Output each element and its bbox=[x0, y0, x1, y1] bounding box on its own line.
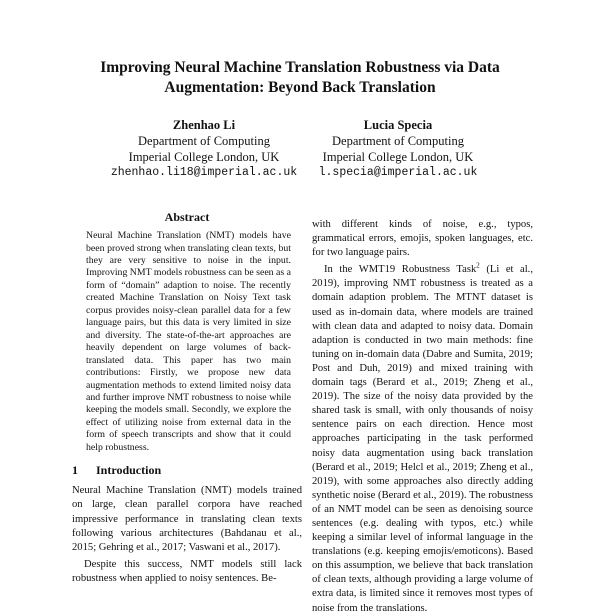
author-name: Zhenhao Li bbox=[172, 118, 236, 132]
left-column bbox=[72, 210, 302, 586]
author-department: Department of Computing bbox=[332, 134, 464, 148]
intro-paragraph-2: Despite this success, NMT models still lack robustness when applied to noisy sentences. Be- bbox=[72, 558, 302, 584]
section-heading-introduction bbox=[72, 463, 302, 477]
author-name: Lucia Specia bbox=[363, 118, 433, 132]
paragraph-start: In the WMT19 Robustness Task bbox=[324, 264, 477, 276]
abstract-text: Neural Machine Translation (NMT) models have been proved strong when translating clean texts, but they are very sensitive to noise in the input. Improving NMT models robustness can be seen as a form of “domain” adaption to noise. The recently created Machine Translation on Noisy Text task corpus provides noisy-clean parallel data for a few language pairs, but this data is very limited in size and diversity. The state-of-the-art approaches are heavily dependent on large volumes of back-translated data. This paper has two main contributions: Firstly, we propose new data augmentation methods to extend limited noisy data and further improve NMT robustness to noise while keeping the models small. Secondly, we explore the effect of utilizing noise from external data in the form of speech transcripts and show that it could help robustness. bbox=[86, 230, 291, 453]
section-number: 1 bbox=[72, 463, 78, 478]
right-paragraph-1 bbox=[312, 263, 533, 615]
paragraph-rest: (Li et al., 2019), improving NMT robustness is treated as a domain adaption problem. The MTNT dataset is used as in-domain data, where models are trained with clean data and adapted to noisy data. Domain adaption is conducted in two main methods: fine tuning on in-domain data (Dabre and Sumita, 2019; Post and Duh, 2019) and mixed training with domain tags (Berard et al., 2019; Zheng et al., 2019). The size of the noisy data provided by the shared task is small, with only thousands of noisy sentence pairs on each direction. Hence most approaches participating in the task performed noisy data augmentation using back translation (Berard et al., 2019; Helcl et al., 2019; Zheng et al., 2019), with some approaches also directly adding synthetic noise (Berard et al., 2019). The robustness of an NMT model can be seen as denoising source sentences (e.g. dealing with typos, etc.) while keeping a similar level of informal language in the translations (e.g. keeping emojis/emoticons). Based on this assumption, we believe that back translation of clean texts, although providing a large volume of extra data, is limited since it removes most types of noise from the translations. bbox=[312, 264, 533, 614]
author-email[interactable]: zhenhao.li18@imperial.ac.uk bbox=[110, 166, 298, 179]
footnote-marker[interactable]: 2 bbox=[476, 261, 480, 270]
section-title: Introduction bbox=[96, 463, 162, 478]
right-paragraph-0: with different kinds of noise, e.g., typos, grammatical errors, emojis, spoken languages, etc. for two language pairs. bbox=[312, 219, 533, 259]
author-affiliation: Imperial College London, UK bbox=[128, 150, 280, 164]
author-department: Department of Computing bbox=[138, 134, 270, 148]
abstract-heading: Abstract bbox=[164, 210, 210, 224]
author-email[interactable]: l.specia@imperial.ac.uk bbox=[318, 166, 478, 179]
author-block-2 bbox=[278, 117, 518, 181]
author-affiliation: Imperial College London, UK bbox=[322, 150, 474, 164]
paper-title: Improving Neural Machine Translation Robustness via Data Augmentation: Beyond Back Translation bbox=[100, 59, 500, 96]
right-column bbox=[312, 218, 533, 616]
intro-paragraph-1: Neural Machine Translation (NMT) models trained on large, clean parallel corpora have reached impressive performance in translating clean texts following various architectures (Bahdanau et al., 2015; Gehring et al., 2017; Vaswani et al., 2017). bbox=[72, 485, 302, 553]
